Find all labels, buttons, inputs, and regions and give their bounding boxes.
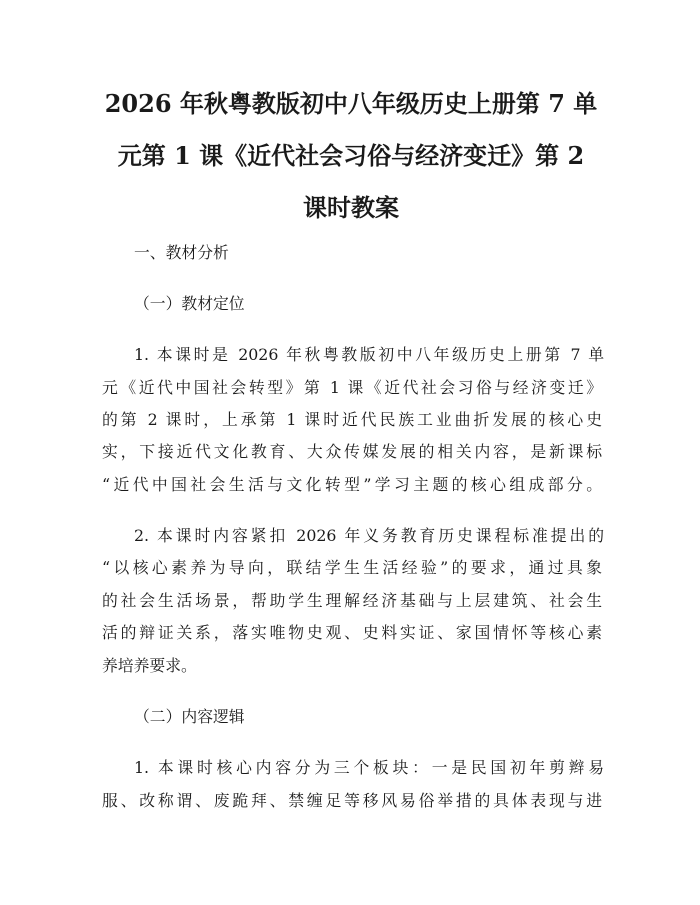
document-title <box>96 78 606 234</box>
paragraph-line: 的社会生活场景，帮助学生理解经济基础与上层建筑、社会生 <box>102 591 602 610</box>
paragraph-line: 活的辩证关系，落实唯物史观、史料实证、家国情怀等核心素 <box>102 623 602 642</box>
paragraph-line: 2. 本课时内容紧扣 2026 年义务教育历史课程标准提出的 <box>134 526 604 545</box>
paragraph-line: 1. 本课时核心内容分为三个板块：一是民国初年剪辫易 <box>134 758 604 777</box>
paragraph-line: “近代中国社会生活与文化转型”学习主题的核心组成部分。 <box>102 475 602 494</box>
paragraph-line: 1. 本课时是 2026 年秋粤教版初中八年级历史上册第 7 单 <box>134 345 604 364</box>
subsection-heading: （二）内容逻辑 <box>134 707 245 726</box>
paragraph-line: 养培养要求。 <box>102 656 197 675</box>
subsection-heading: （一）教材定位 <box>134 294 245 313</box>
paragraph-line: 服、改称谓、废跪拜、禁缠足等移风易俗举措的具体表现与进 <box>102 791 602 810</box>
paragraph-line: 元《近代中国社会转型》第 1 课《近代社会习俗与经济变迁》 <box>102 378 602 397</box>
section-heading: 一、教材分析 <box>134 243 229 262</box>
title-line: 元第 1 课《近代社会习俗与经济变迁》第 2 <box>117 141 585 170</box>
title-line: 2026 年秋粤教版初中八年级历史上册第 7 单 <box>104 89 598 118</box>
title-line: 课时教案 <box>303 193 399 222</box>
paragraph-line: 实，下接近代文化教育、大众传媒发展的相关内容，是新课标 <box>102 442 602 461</box>
paragraph-line: “以核心素养为导向，联结学生生活经验”的要求，通过具象 <box>102 558 602 577</box>
paragraph-line: 的第 2 课时，上承第 1 课时近代民族工业曲折发展的核心史 <box>102 410 602 429</box>
